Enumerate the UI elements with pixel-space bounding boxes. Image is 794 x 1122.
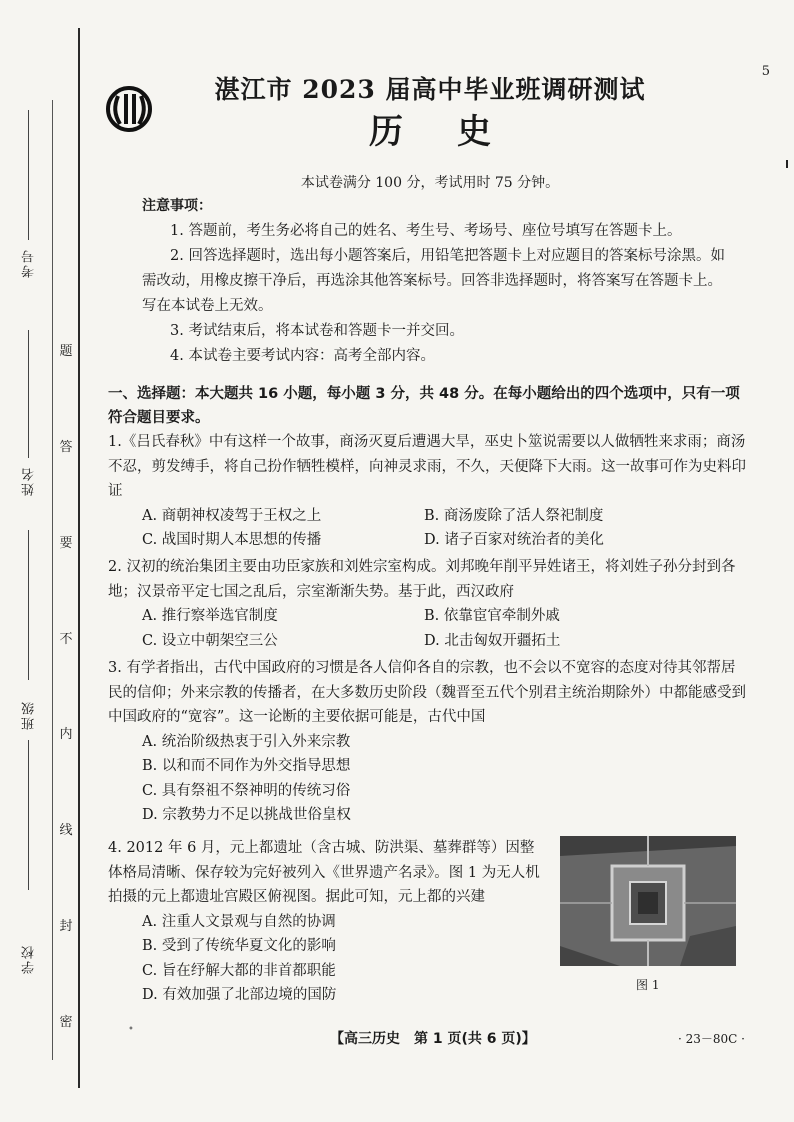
question-stem: 4. 2012 年 6 月，元上都遗址（含古城、防洪渠、墓葬群等）因整体格局清晰、保存较为完好被列入《世界遗产名录》。图 1 为无人机拍摄的元上都遗址宫殿区俯视图。据此可知，元上都的兴建 xyxy=(108,840,540,905)
label-school: 学校 xyxy=(22,944,37,974)
label-name: 姓名 xyxy=(22,466,37,496)
blank-class xyxy=(28,740,29,890)
option-c: C. 战国时期人本思想的传播 xyxy=(142,532,322,548)
option-b: B. 受到了传统华夏文化的影响 xyxy=(142,938,336,954)
margin-tick xyxy=(786,160,788,168)
exam-title: 湛江市 2023 届高中毕业班调研测试 xyxy=(214,75,646,104)
seal-char: 答 xyxy=(59,439,73,455)
option-c: C. 设立中朝架空三公 xyxy=(142,632,278,649)
option-a: A. 统治阶级热衷于引入外来宗教 xyxy=(142,733,351,750)
option-a: A. 推行察举选官制度 xyxy=(142,608,278,624)
note-item: 2. 回答选择题时，选出每小题答案后，用铅笔把答题卡上对应题目的答案标号涂黑。如需改动，用橡皮擦干净后，再选涂其他答案标号。回答非选择题时，将答案写在答题卡上。写在本试卷上无效。 xyxy=(142,248,725,314)
options xyxy=(108,730,748,828)
question-stem: 3. 有学者指出，古代中国政府的习惯是各人信仰各自的宗教，也不会以不宽容的态度对待其邻帮居民的信仰；外来宗教的传播者，在大多数历史阶段（魏晋至五代个别君主统治期除外）中都能感受到中国政府的“宽容”。这一论断的主要依据可能是，古代中国 xyxy=(108,660,746,725)
exam-subject: 历史 xyxy=(369,112,545,152)
option-a: A. 注重人文景观与自然的协调 xyxy=(142,913,336,930)
option-a: A. 商朝神权凌驾于王权之上 xyxy=(142,507,322,524)
option-b: B. 依靠宦官牵制外戚 xyxy=(424,608,560,624)
note-item: 3. 考试结束后，将本试卷和答题卡一并交回。 xyxy=(170,323,464,339)
label-class: 班级 xyxy=(22,700,37,730)
seal-char: 封 xyxy=(59,919,73,935)
question-3 xyxy=(108,656,748,828)
option-d: D. 诸子百家对统治者的美化 xyxy=(424,532,604,548)
options xyxy=(108,504,748,553)
note-item: 1. 答题前，考生务必将自己的姓名、考生号、考场号、座位号填写在答题卡上。 xyxy=(170,223,682,239)
question-2 xyxy=(108,555,748,653)
seal-line-text xyxy=(58,340,74,1030)
footer-page-info: 【高三历史 第 1 页(共 6 页)】 xyxy=(330,1031,536,1047)
option-b: B. 商汤废除了活人祭祀制度 xyxy=(424,507,604,524)
figure-caption: 图 1 xyxy=(636,978,660,992)
options xyxy=(108,604,748,653)
seal-char: 不 xyxy=(59,631,73,647)
seal-char: 密 xyxy=(59,1014,73,1030)
publisher-logo-icon xyxy=(106,86,152,132)
seal-char: 线 xyxy=(59,823,73,839)
option-b: B. 以和而不同作为外交指导思想 xyxy=(142,758,351,774)
option-d: D. 宗教势力不足以挑战世俗皇权 xyxy=(142,807,351,823)
options xyxy=(108,910,548,1008)
section-heading: 一、选择题：本大题共 16 小题，每小题 3 分，共 48 分。在每小题给出的四个选项中，只有一项符合题目要求。 xyxy=(108,386,740,426)
binding-line-inner xyxy=(52,100,53,1060)
blank-school xyxy=(28,530,29,680)
option-d: D. 有效加强了北部边境的国防 xyxy=(142,987,337,1003)
question-4 xyxy=(108,836,548,1008)
notes-heading: 注意事项： xyxy=(142,198,212,214)
binding-line xyxy=(78,28,80,1088)
question-stem: 1.《吕氏春秋》中有这样一个故事，商汤灭夏后遭遇大旱，巫史卜筮说需要以人做牺牲来求雨；商汤不忍，剪发缚手，将自己扮作牺牲模样，向神灵求雨，不久，天便降下大雨。这一故事可作为史料印证 xyxy=(108,434,746,499)
note-item: 4. 本试卷主要考试内容：高考全部内容。 xyxy=(170,348,435,364)
option-c: C. 旨在纾解大都的非首都职能 xyxy=(142,962,336,979)
question-stem: 2. 汉初的统治集团主要由功臣家族和刘姓宗室构成。刘邦晚年削平异姓诸王，将刘姓子孙分封到各地；汉景帝平定七国之乱后，宗室渐渐失势。基于此，西汉政府 xyxy=(108,559,736,600)
label-exam-number: 考号 xyxy=(22,248,37,278)
seal-char: 要 xyxy=(59,535,73,551)
notes-block xyxy=(142,194,732,369)
option-d: D. 北击匈奴开疆拓土 xyxy=(424,632,561,649)
page-number: 5 xyxy=(761,64,770,79)
blank-name xyxy=(28,330,29,458)
aerial-photo-ruins-icon xyxy=(560,836,736,966)
seal-char: 题 xyxy=(59,344,73,359)
question-1 xyxy=(108,430,748,553)
option-c: C. 具有祭祖不祭神明的传统习俗 xyxy=(142,782,351,799)
seal-char: 内 xyxy=(59,727,73,743)
blank-exam-number xyxy=(28,110,29,240)
footer-code: · 23－80C · xyxy=(678,1032,745,1046)
exam-intro: 本试卷满分 100 分，考试用时 75 分钟。 xyxy=(300,175,560,191)
footer-mark: • xyxy=(128,1024,134,1035)
